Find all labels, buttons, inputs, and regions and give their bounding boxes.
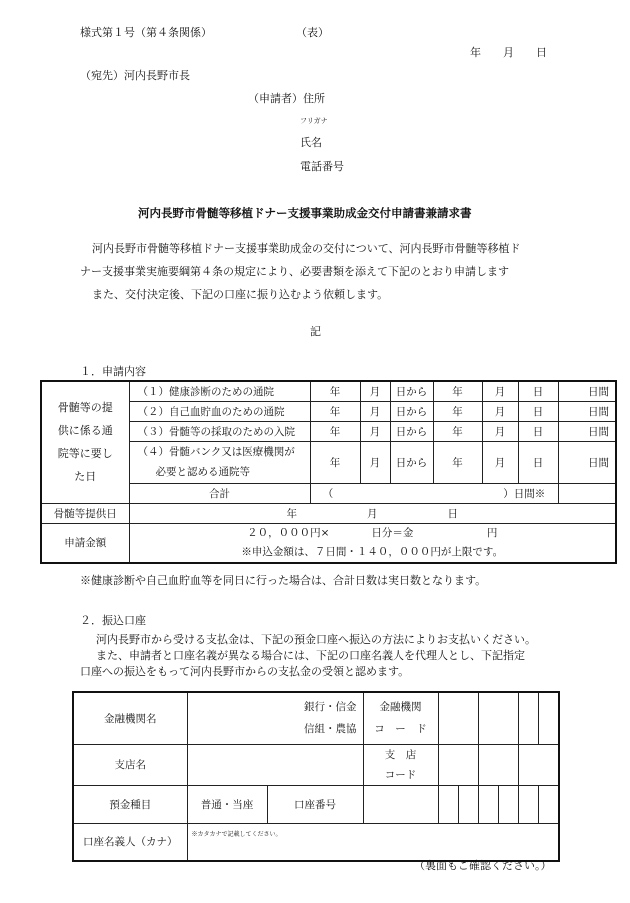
bank-name-field[interactable]: 銀行・信金 信組・農協 xyxy=(187,692,363,744)
account-digit-2[interactable] xyxy=(438,785,458,823)
deposit-type-field[interactable]: 普通・当座 xyxy=(187,785,267,823)
bank-code-box-1[interactable] xyxy=(438,692,478,744)
bank-code-label: 金融機関 コ ー ド xyxy=(363,692,438,744)
bank-name-label: 金融機関名 xyxy=(73,692,187,744)
applicant-address-label: （申請者）住所 xyxy=(248,92,325,105)
account-digit-5[interactable] xyxy=(498,785,518,823)
intro-line-3: また、交付決定後、下記の口座に振り込むよう依頼します。 xyxy=(92,288,389,301)
section2-heading: ２．振込口座 xyxy=(80,614,146,627)
account-holder-field[interactable] xyxy=(187,823,559,861)
transfer-line-1: 河内長野市から受ける支払金は、下記の預金口座へ振込の方法によりお支払いください。 xyxy=(96,633,536,646)
intro-line-2: ナー支援事業実施要綱第４条の規定により、必要書類を添えて下記のとおり申請します xyxy=(80,265,509,278)
provision-date-field[interactable]: 年 月 日 xyxy=(129,503,616,523)
phone-label: 電話番号 xyxy=(300,160,344,173)
furigana-label: フリガナ xyxy=(300,117,328,125)
branch-code-box-1[interactable] xyxy=(438,744,478,785)
account-digit-4[interactable] xyxy=(478,785,498,823)
document-title: 河内長野市骨髄等移植ドナー支援事業助成金交付申請書兼請求書 xyxy=(138,206,472,220)
bank-code-box-4[interactable] xyxy=(538,692,559,744)
item-autologous-blood: （２）自己血貯血のための通院 xyxy=(129,401,310,421)
intro-line-1: 河内長野市骨髄等移植ドナー支援事業助成金の交付について、河内長野市骨髄等移植ド xyxy=(92,242,521,255)
bank-code-box-3[interactable] xyxy=(518,692,538,744)
amount-field[interactable]: ２０，０００円× 日分＝金 円 ※申込金額は、７日間・１４０，０００円が上限です。 xyxy=(129,523,616,563)
total-label: 合計 xyxy=(129,483,310,503)
application-content-table: 骨髄等の提 供に係る通 院等に要し た日 （１）健康診断のための通院 年 月 日から 年 月 日 日間 （２）自己血貯血のための通院 年 月 日から 年 月 日 日間 （３）骨髄等の採取のための入院 年 月 日から 年 月 日 日間 （４）骨髄バンク又は医療機関が 必要と認める通院等 年 月 日から 年 月 日 日間 合計 （ ）日間※ 骨髄等提供日 年 月 日 申請金額 ２０，０００円× 日分＝金 円 ※申込金額は、７日間・１４０，０００円が上限です。 xyxy=(40,380,617,564)
provision-days-header: 骨髄等の提 供に係る通 院等に要し た日 xyxy=(41,381,129,503)
ki-label: 記 xyxy=(310,325,321,338)
account-digit-7[interactable] xyxy=(538,785,559,823)
front-side-label: （表） xyxy=(296,26,329,39)
account-digit-6[interactable] xyxy=(518,785,538,823)
deposit-type-label: 預金種目 xyxy=(73,785,187,823)
branch-name-label: 支店名 xyxy=(73,744,187,785)
provision-date-label: 骨髄等提供日 xyxy=(41,503,129,523)
form-number: 様式第１号（第４条関係） xyxy=(80,26,212,39)
bank-code-box-2[interactable] xyxy=(478,692,518,744)
name-label: 氏名 xyxy=(300,136,322,149)
addressee: （宛先）河内長野市長 xyxy=(80,69,190,82)
branch-code-label: 支 店 コード xyxy=(363,744,438,785)
account-digit-3[interactable] xyxy=(458,785,478,823)
bank-account-table xyxy=(72,691,560,862)
account-holder-label: 口座名義人（カナ） xyxy=(73,823,187,861)
branch-code-box-2[interactable] xyxy=(478,744,518,785)
branch-code-box-3[interactable] xyxy=(518,744,559,785)
item-harvest-hospitalization: （３）骨髄等の採取のための入院 xyxy=(129,421,310,441)
branch-name-field[interactable] xyxy=(187,744,363,785)
amount-label: 申請金額 xyxy=(41,523,129,563)
transfer-line-2: また、申請者と口座名義が異なる場合には、下記の口座名義人を代理人とし、下記指定 xyxy=(96,649,525,662)
account-number-label: 口座番号 xyxy=(267,785,363,823)
katakana-note: ※カタカナで記載してください。 xyxy=(191,830,282,838)
total-days-field[interactable]: （ ）日間※ xyxy=(310,483,558,503)
date-field[interactable]: 年 月 日 xyxy=(470,46,547,59)
account-digit-1[interactable] xyxy=(363,785,438,823)
section1-heading: １．申請内容 xyxy=(80,365,146,378)
transfer-line-3: 口座への振込をもって河内長野市からの支払金の受領と認めます。 xyxy=(80,665,410,678)
item-bank-approved: （４）骨髄バンク又は医療機関が 必要と認める通院等 xyxy=(129,441,310,483)
footnote: ※健康診断や自己血貯血等を同日に行った場合は、合計日数は実日数となります。 xyxy=(80,574,487,587)
check-back-note: （裏面もご確認ください。） xyxy=(414,859,552,872)
item-health-checkup: （１）健康診断のための通院 xyxy=(129,381,310,401)
